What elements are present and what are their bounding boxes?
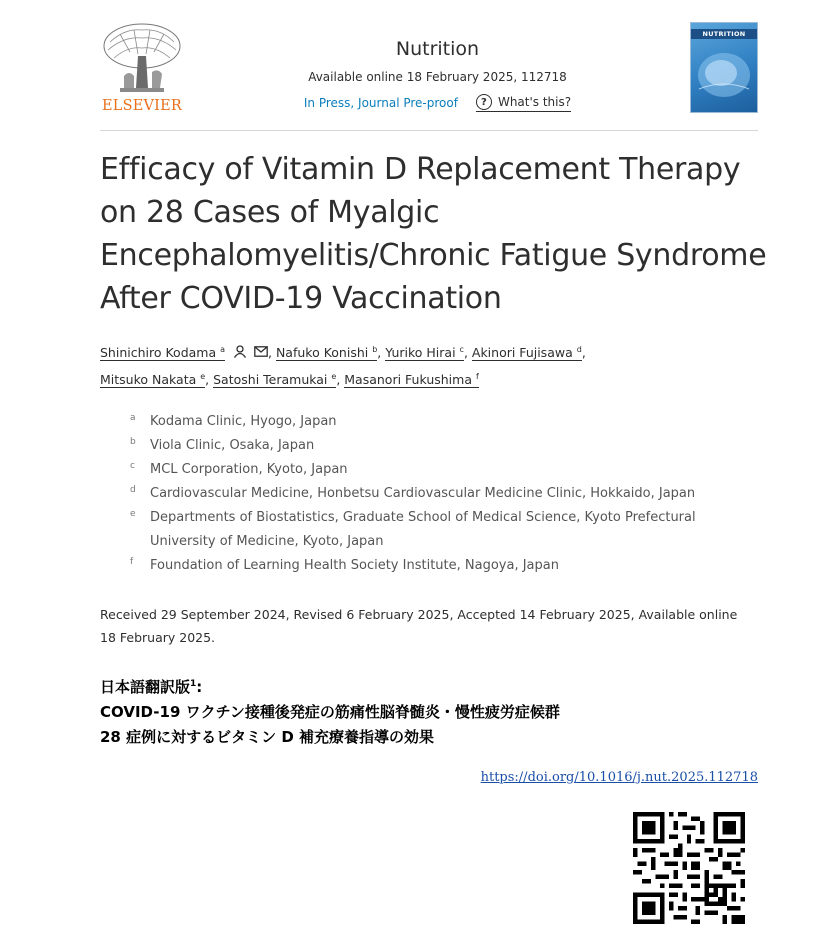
author-link[interactable]: Mitsuko Nakata $^e$ xyxy=(100,372,206,388)
person-icon[interactable] xyxy=(233,345,247,358)
whats-this-label: What's this? xyxy=(497,95,572,109)
affiliation-list xyxy=(130,410,750,578)
affiliation-item: f Foundation of Learning Health Society Institute, Nagoya, Japan xyxy=(130,557,559,573)
elsevier-tree-icon xyxy=(100,22,184,96)
affiliation-item: a Kodama Clinic, Hyogo, Japan xyxy=(130,413,337,429)
author-link[interactable]: Akinori Fujisawa $^d$ xyxy=(471,345,582,361)
author-link[interactable]: Satoshi Teramukai $^e$ xyxy=(213,372,337,388)
cover-title: NUTRITION xyxy=(691,29,757,39)
question-icon: ? xyxy=(476,94,492,110)
journal-name[interactable]: Nutrition xyxy=(395,38,480,60)
article-title: Efficacy of Vitamin D Replacement Therapy on 28 Cases of Myalgic Encephalomyelitis/Chronic Fatigue Syndrome After COVID-19 Vaccination xyxy=(100,152,767,316)
whats-this-button[interactable] xyxy=(476,94,571,112)
author-link[interactable]: Nafuko Konishi $^b$ xyxy=(275,345,378,361)
header-divider xyxy=(100,130,758,131)
author-link[interactable]: Shinichiro Kodama $^a$ xyxy=(100,345,226,361)
affiliation-item: c MCL Corporation, Kyoto, Japan xyxy=(130,461,348,477)
author-link[interactable]: Yuriko Hirai $^c$ xyxy=(385,345,464,361)
author-list: Shinichiro Kodama $^a$ , Nafuko Konishi $^b$, Yuriko Hirai $^c$, Akinori Fujisawa $^d$, Mitsuko Nakata $^e$, Satoshi Teramukai $^e$, Masanori Fukushima $^f$ xyxy=(100,345,586,388)
jp-title-line1: COVID-19 ワクチン接種後発症の筋痛性脳脊髄炎・慢性疲労症候群 xyxy=(100,703,560,721)
envelope-icon[interactable] xyxy=(254,346,268,357)
affiliation-item: d Cardiovascular Medicine, Honbetsu Cardiovascular Medicine Clinic, Hokkaido, Japan xyxy=(130,485,696,501)
affiliation-item: e Departments of Biostatistics, Graduate School of Medical Science, Kyoto Prefectural University of Medicine, Kyoto, Japan xyxy=(130,509,696,549)
elsevier-logo[interactable] xyxy=(100,22,184,114)
journal-cover-thumbnail[interactable] xyxy=(690,22,758,113)
affiliation-item: b Viola Clinic, Osaka, Japan xyxy=(130,437,315,453)
available-online: Available online 18 February 2025, 112718 xyxy=(308,70,567,84)
elsevier-wordmark: ELSEVIER xyxy=(101,98,183,114)
author-link[interactable]: Masanori Fukushima $^f$ xyxy=(344,372,479,388)
cover-art-icon xyxy=(691,39,757,109)
qr-code-icon[interactable] xyxy=(633,812,745,924)
journal-header xyxy=(260,38,615,112)
doi-link[interactable]: https://doi.org/10.1016/j.nut.2025.112718 xyxy=(480,770,758,785)
jp-footnote-mark: 1 xyxy=(190,679,197,689)
jp-heading: 日本語翻訳版 xyxy=(100,678,191,696)
article-history: Received 29 September 2024, Revised 6 February 2025, Accepted 14 February 2025, Available online 18 February 2025. xyxy=(100,607,738,645)
jp-title-line2: 28 症例に対するビタミン D 補充療養指導の効果 xyxy=(100,728,434,746)
journal-preproof-link[interactable]: In Press, Journal Pre-proof xyxy=(303,96,458,110)
japanese-translation: 日本語翻訳版$^1$: COVID-19 ワクチン接種後発症の筋痛性脳脊髄炎・慢性疲労症候群 28 症例に対するビタミン D 補充療養指導の効果 xyxy=(100,672,800,750)
